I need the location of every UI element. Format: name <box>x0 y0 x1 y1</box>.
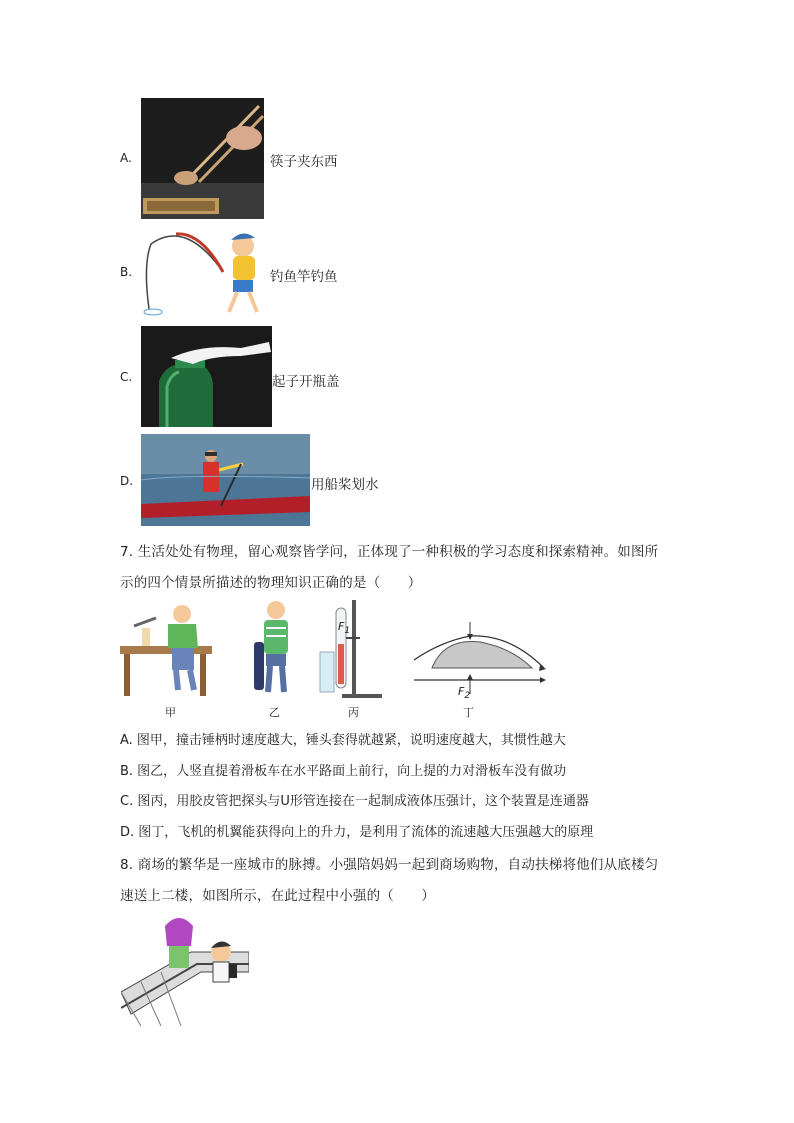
option-b-letter: B. <box>120 265 133 279</box>
figure-bing-illustration <box>320 600 382 698</box>
force-f1-label: $F_1$ <box>338 620 351 637</box>
option-c-caption: 起子开瓶盖 <box>272 374 340 390</box>
figure-yi-illustration <box>254 601 288 692</box>
option-d-letter: D. <box>120 474 134 488</box>
question-7-option-d: D. 图丁，飞机的机翼能获得向上的升力，是利用了流体的流速越大压强越大的原理 <box>120 825 594 840</box>
figure-label-bing: 丙 <box>348 706 359 719</box>
question-8-text-line-1: 8. 商场的繁华是一座城市的脉搏。小强陪妈妈一起到商场购物，自动扶梯将他们从底楼匀 <box>120 857 659 873</box>
question-7-figure <box>120 598 560 720</box>
question-8-text-line-2: 速送上二楼，如图所示，在此过程中小强的（ ） <box>120 888 436 904</box>
figure-label-jia: 甲 <box>165 706 176 719</box>
question-7-text-line-1: 7. 生活处处有物理，留心观察皆学问，正体现了一种积极的学习态度和探索精神。如图所 <box>120 544 659 560</box>
option-b-caption: 钓鱼竿钓鱼 <box>270 269 338 285</box>
question-7-option-b: B. 图乙，人竖直提着滑板车在水平路面上前行，向上提的力对滑板车没有做功 <box>120 764 567 779</box>
figure-ding-illustration <box>414 622 546 694</box>
question-7-text-line-2: 示的四个情景所描述的物理知识正确的是（ ） <box>120 575 422 591</box>
fishing-cartoon-image <box>141 224 269 320</box>
kayak-rowing-image <box>141 434 310 526</box>
figure-jia-illustration <box>120 605 212 696</box>
escalator-cartoon-image <box>121 912 249 1026</box>
question-7-option-a: A. 图甲，撞击锤柄时速度越大，锤头套得就越紧，说明速度越大，其惯性越大 <box>120 733 566 748</box>
figure-label-ding: 丁 <box>463 706 474 719</box>
option-d-caption: 用船桨划水 <box>311 477 379 493</box>
chopsticks-image <box>141 98 264 219</box>
bottle-opener-image <box>141 326 272 427</box>
question-7-option-c: C. 图丙，用胶皮管把探头与U形管连接在一起制成液体压强计，这个装置是连通器 <box>120 794 589 809</box>
option-a-caption: 筷子夹东西 <box>270 154 338 170</box>
force-f2-label: $F_2$ <box>458 685 471 702</box>
option-c-letter: C. <box>120 370 133 384</box>
option-a-letter: A. <box>120 151 132 165</box>
figure-label-yi: 乙 <box>269 706 280 719</box>
